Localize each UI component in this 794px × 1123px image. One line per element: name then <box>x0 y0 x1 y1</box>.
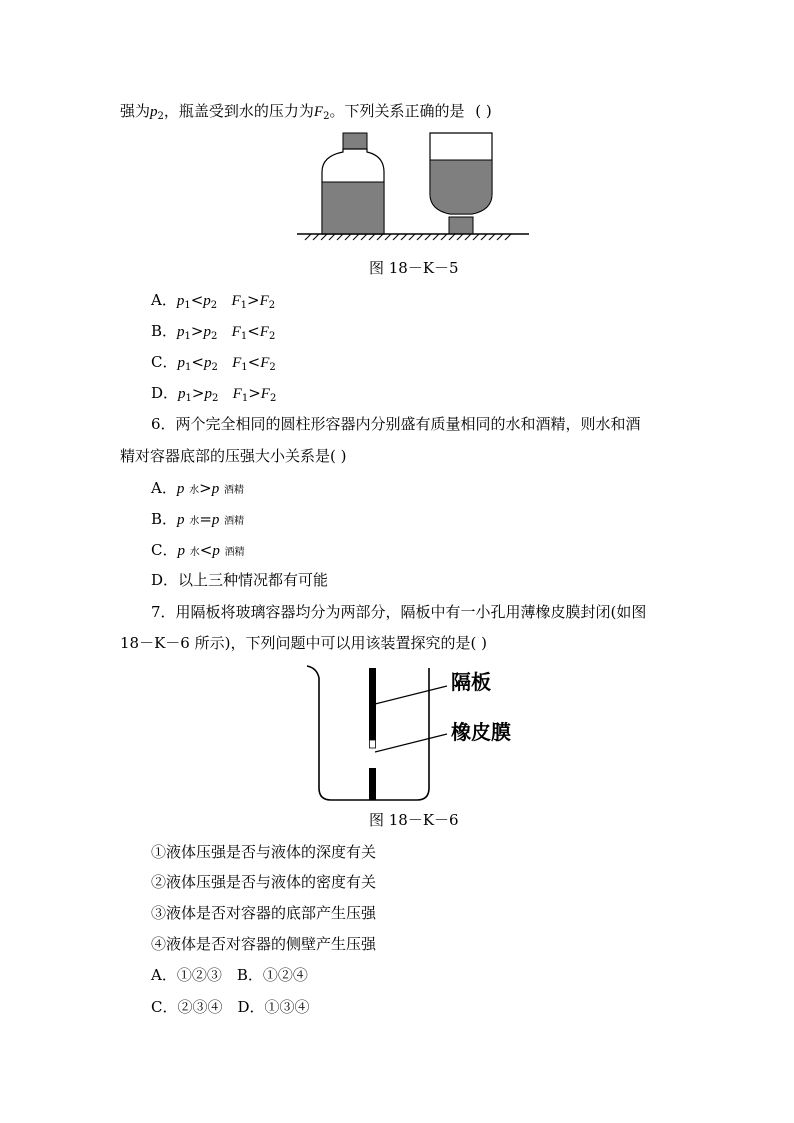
option-letter: A． <box>151 479 177 497</box>
relation-symbol: < <box>247 353 261 371</box>
q7-statement-2: ②液体压强是否与液体的密度有关 <box>151 873 377 891</box>
q6-option-c: C．p 水<p 酒精 <box>151 541 245 559</box>
subscript-alcohol: 酒精 <box>223 485 244 496</box>
q7-question-line2: 18－K－6 所示)，下列问题中可以用该装置探究的是( ) <box>120 634 487 652</box>
q5-option-b: B．$p_1>p_2$ $F_1<F_2$ <box>151 322 276 342</box>
leader-line-membrane <box>375 734 447 752</box>
q7-statement-4: ④液体是否对容器的侧壁产生压强 <box>151 935 377 953</box>
label-partition: 隔板 <box>451 670 491 694</box>
option-letter: B． <box>151 510 178 528</box>
subscript-water: 水 <box>189 485 200 496</box>
q7-question-line1: 7．用隔板将玻璃容器均分为两部分，隔板中有一小孔用薄橡皮膜封闭(如图 <box>151 603 647 621</box>
relation-symbol: < <box>199 541 213 559</box>
bottles-figure <box>297 128 537 243</box>
q5-intro-part2: ，瓶盖受到水的压力为 <box>163 102 314 120</box>
figure-caption-18-k-6: 图 18－K－6 <box>369 811 459 829</box>
q5-intro-part3: 。下列关系正确的是 <box>329 102 465 120</box>
q5-option-a: A．$p_1<p_2$ $F_1>F_2$ <box>151 291 276 311</box>
q6-option-b: B．p 水=p 酒精 <box>151 510 245 528</box>
relation-symbol: < <box>190 291 204 309</box>
q6-option-a: A．p 水>p 酒精 <box>151 479 244 497</box>
relation-symbol: > <box>191 384 205 402</box>
relation-symbol: < <box>247 322 260 340</box>
f2-subscript: 2 <box>323 111 330 122</box>
ground-surface <box>297 234 529 240</box>
leader-line-partition <box>375 686 447 704</box>
label-membrane: 橡皮膜 <box>451 720 511 744</box>
q7-options-line1: A．①②③ B．①②④ <box>151 966 308 984</box>
q6-question-line1: 6．两个完全相同的圆柱形容器内分别盛有质量相同的水和酒精，则水和酒 <box>151 415 641 433</box>
q6-question-line2: 精对容器底部的压强大小关系是( ) <box>120 447 347 465</box>
option-letter: D． <box>151 384 179 402</box>
subscript-alcohol: 酒精 <box>224 516 245 527</box>
q7-options-line2: C．②③④ D．①③④ <box>151 998 310 1016</box>
q7-statement-3: ③液体是否对容器的底部产生压强 <box>151 904 377 922</box>
p2-symbol: p <box>150 104 158 120</box>
q5-option-d: D．$p_1>p_2$ $F_1>F_2$ <box>151 384 277 404</box>
subscript-alcohol: 酒精 <box>224 547 245 558</box>
relation-symbol: < <box>191 353 204 371</box>
p2-subscript: 2 <box>157 111 164 122</box>
inverted-bottle <box>430 133 492 234</box>
relation-symbol: > <box>199 479 212 497</box>
upright-bottle <box>322 133 384 234</box>
q5-option-c: C．$p_1<p_2$ $F_1<F_2$ <box>151 353 276 373</box>
subscript-water: 水 <box>189 516 200 527</box>
q7-statement-1: ①液体压强是否与液体的深度有关 <box>151 843 377 861</box>
q6-option-d: D．以上三种情况都有可能 <box>151 571 329 589</box>
q5-intro-line <box>120 101 492 122</box>
option-letter: A． <box>151 291 177 309</box>
relation-symbol: > <box>247 291 260 309</box>
option-letter: C． <box>151 353 178 371</box>
q5-intro-part1: 强为 <box>120 102 151 120</box>
option-letter: C． <box>151 541 178 559</box>
partition-board <box>369 668 376 800</box>
q5-answer-paren: ( ) <box>475 102 492 120</box>
figure-caption-18-k-5: 图 18－K－5 <box>369 259 459 277</box>
beaker-outline <box>307 666 429 800</box>
subscript-water: 水 <box>189 547 200 558</box>
relation-symbol: = <box>199 510 212 528</box>
f2-symbol: F <box>313 104 324 120</box>
relation-symbol: > <box>248 384 261 402</box>
relation-symbol: > <box>190 322 204 340</box>
option-letter: B． <box>151 322 178 340</box>
